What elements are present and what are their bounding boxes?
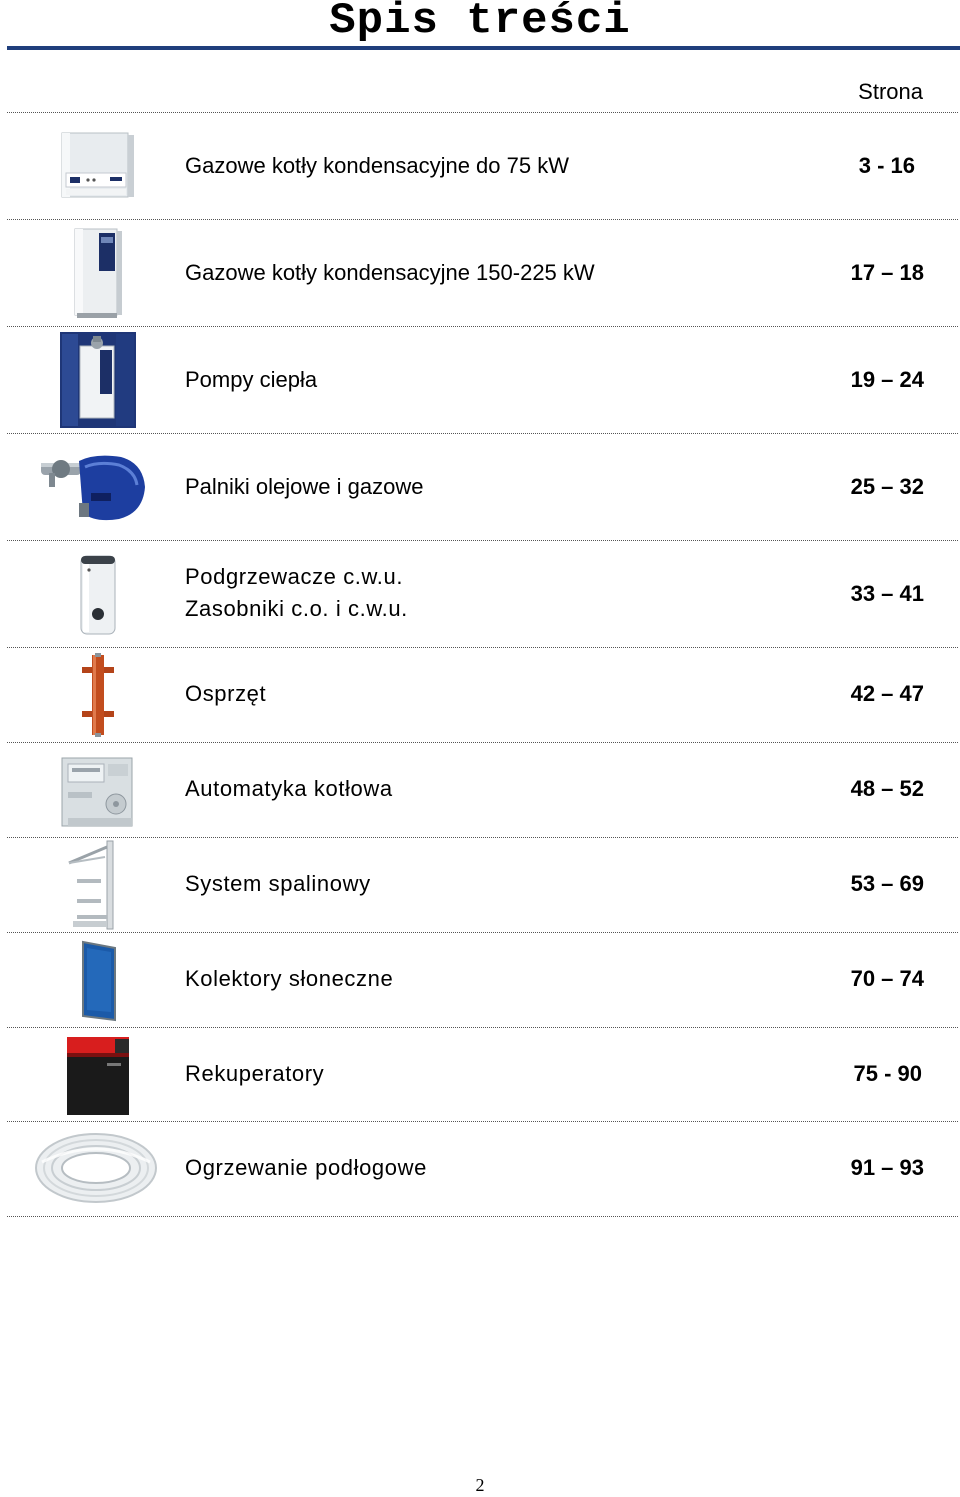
entry-title: Palniki olejowe i gazowe [185, 474, 424, 499]
entry-subtitle: Zasobniki c.o. i c.w.u. [185, 596, 408, 621]
entry-pages: 42 – 47 [850, 681, 924, 706]
entry-title: Kolektory słoneczne [185, 966, 394, 991]
toc-entry[interactable] [0, 1122, 960, 1216]
toc-entry[interactable] [0, 541, 960, 647]
toc-entry[interactable] [0, 434, 960, 540]
title-underline [7, 46, 960, 50]
heat-pump-icon [40, 331, 155, 429]
entry-pages: 33 – 41 [850, 581, 924, 606]
toc-entry[interactable] [0, 933, 960, 1027]
entry-title: Podgrzewacze c.w.u. [185, 564, 404, 589]
solar-collector-icon [40, 937, 155, 1023]
heat-recovery-unit-icon [40, 1032, 155, 1118]
entry-pages: 70 – 74 [850, 966, 924, 991]
entry-pages: 19 – 24 [850, 367, 924, 392]
entry-pages: 91 – 93 [850, 1155, 924, 1180]
floor-heating-pipe-icon [30, 1124, 162, 1212]
entry-title: Rekuperatory [185, 1061, 325, 1086]
page-title: Spis treści [329, 0, 631, 46]
page-number: 2 [475, 1475, 485, 1495]
toc-entry[interactable] [0, 220, 960, 326]
toc-entry[interactable] [0, 838, 960, 932]
entry-title: System spalinowy [185, 871, 371, 896]
entry-title: Gazowe kotły kondensacyjne do 75 kW [185, 153, 569, 178]
toc-entry[interactable] [0, 743, 960, 837]
entry-pages: 48 – 52 [850, 776, 924, 801]
entry-pages: 25 – 32 [850, 474, 924, 499]
boiler-controller-icon [40, 751, 155, 831]
toc-entry[interactable] [0, 113, 960, 219]
toc-entry[interactable] [0, 327, 960, 433]
burner-icon [38, 446, 150, 528]
entry-pages: 17 – 18 [850, 260, 924, 285]
toc-entry[interactable] [0, 1028, 960, 1122]
entry-pages: 3 - 16 [858, 153, 915, 178]
wall-boiler-icon [40, 121, 155, 211]
hydraulic-separator-icon [40, 652, 155, 738]
entry-title: Gazowe kotły kondensacyjne 150-225 kW [185, 260, 595, 285]
entry-pages: 75 - 90 [853, 1061, 922, 1086]
page-column-header: Strona [858, 79, 923, 104]
entry-title: Osprzęt [185, 681, 267, 706]
floor-boiler-icon [40, 224, 155, 322]
entry-title: Automatyka kotłowa [185, 776, 393, 801]
toc-entry[interactable] [0, 648, 960, 742]
entry-title: Pompy ciepła [185, 367, 318, 392]
entry-title: Ogrzewanie podłogowe [185, 1155, 427, 1180]
flue-system-icon [40, 838, 155, 932]
water-heater-icon [40, 549, 155, 639]
entry-pages: 53 – 69 [850, 871, 924, 896]
divider [7, 1216, 958, 1217]
